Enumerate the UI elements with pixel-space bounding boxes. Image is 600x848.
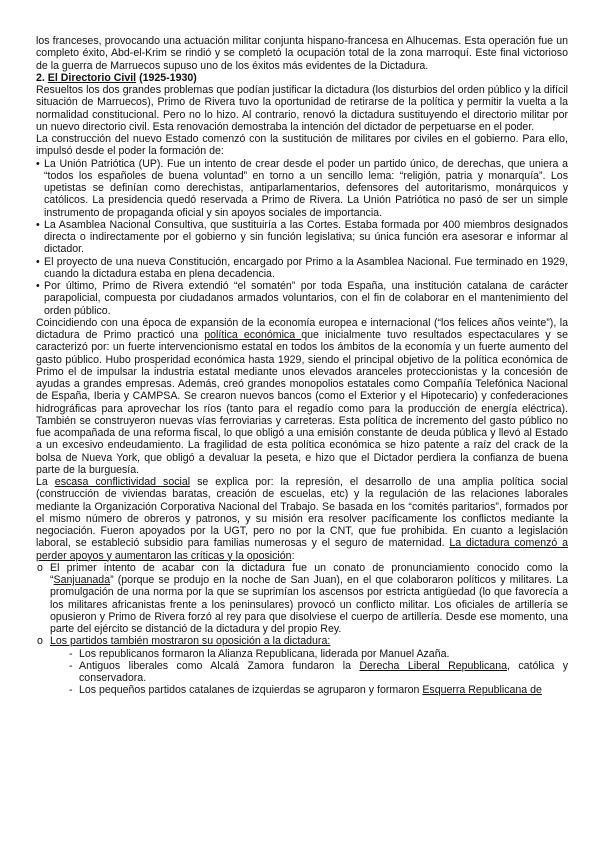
social-text-body: se explica por: la represión, el desarrollo de una amplia política social (construcción de viviendas baratas, creación de escuelas, etc) y la regulación de las relaciones laborales mediante la Organización Corporativa Nacional del Trabajo. Se basada en los “comités paritarios”, formados por el mismo número de obreros y patronos, y su misión era resolver pacíficamente los conflictos mediante la negociación. Fueron apoyados por la UGT, pero no por la CNT, que fue prohibida. En cuanto a legislación laboral, se estableció subsidio para familias numerosas y el seguro de maternidad.	[36, 476, 569, 550]
sanjuanada-link: Sanjuanada	[53, 574, 111, 586]
section-title: El Directorio Civil	[47, 71, 137, 84]
paragraph-economia	[36, 317, 568, 476]
opposition-list	[36, 562, 568, 697]
esquerra-link: Esquerra Republicana de	[422, 684, 542, 697]
oposicion-link: La dictadura comenzó a perder apoyos y aumentaron las críticas y la oposición	[36, 537, 568, 562]
dash-item-liberales	[68, 660, 568, 685]
economia-text-start: Coincidiendo con una época de expansión de la economía europea e internacional (“los felices años veinte”), la dictadura de Primo practicó una	[36, 316, 568, 341]
conflictividad-social-link: escasa conflictividad social	[54, 476, 191, 488]
paragraph-social	[36, 476, 568, 562]
section-heading	[36, 72, 568, 84]
social-text-start: La	[36, 476, 55, 488]
sanjuanada-text-end: ” (porque se produjo en la noche de San Juan), en el que colaboraron políticos y militares. La promulgación de una norma por la que se suprimían los ascensos por estricta antigüedad (lo que favorecía a los militares africanistas frente a los peninsulares) provocó un conflicto militar. Los oficiales de artillería se opusieron y Primo de Rivera forzó al rey para que disolviese el cuerpo de artillería. Desde ese momento, una parte del ejército se distanció de la dictadura y del propio Rey.	[50, 574, 568, 635]
social-text-end: :	[291, 549, 295, 562]
catalanes-text-start: Los pequeños partidos catalanes de izquierdas se agruparon y formaron	[79, 684, 423, 697]
derecha-liberal-link: Derecha Liberal Republicana	[359, 659, 507, 672]
liberales-text-start: Antiguos liberales como Alcalá Zamora fundaron la	[79, 659, 360, 672]
paragraph-directorio: Resueltos los dos grandes problemas que podían justificar la dictadura (los disturbios del orden público y la difícil situación de Marruecos), Primo de Rivera tuvo la oportunidad de retirarse de la política y permitir la vuelta a la normalidad constitucional. Pero no lo hizo. Al contrario, renovó la dictadura sustituyendo el directorio militar por un nuevo directorio civil. Esta renovación demostraba la intención del dictador de perpetuarse en el poder.	[36, 84, 568, 133]
bullet-list	[36, 158, 568, 317]
opposition-item-sanjuanada	[36, 562, 568, 636]
section-number: 2.	[36, 71, 45, 84]
politica-economica-link: política económica	[204, 329, 302, 341]
section-dates: (1925-1930)	[139, 71, 197, 84]
intro-paragraph: los franceses, provocando una actuación militar conjunta hispano-francesa en Alhucemas. Esta operación fue un completo éxito, Abd-el-Krim se rindió y se completó la ocupación total de la zona marroquí. Este final victorioso de la guerra de Marruecos supuso uno de los éxitos más evidentes de la Dictadura.	[36, 35, 568, 72]
liberales-text-end: , católica y conservadora.	[79, 659, 568, 684]
paragraph-nuevo-estado: La construcción del nuevo Estado comenzó con la sustitución de militares por civiles en el gobierno. Para ello, impulsó desde el poder la formación de:	[36, 133, 568, 158]
partidos-list	[50, 648, 568, 697]
economia-text-end: que inicialmente tuvo resultados espectaculares y se caracterizó por: un fuerte intervencionismo estatal en todos los ámbitos de la economía y un fuerte aumento del gasto público. Hubo prosperidad económica hasta 1929, siendo el principal objetivo de la política económica de Primo el de impulsar la industria estatal mediante unos elevados aranceles proteccionistas y la concesión de ayudas a grandes empresas. Además, creó grandes monopolios estatales como Compañía Telefónica Nacional de España, Iberia y CAMPSA. Se crearon nuevos bancos (como el Exterior y el Hipotecario) y confederaciones hidrográficas para aprovechar los ríos (tanto para el regadío como para la producción de energía eléctrica). También se construyeron nuevas vías ferroviarias y carreteras. Esta política de incremento del gasto público no fue acompañada de una reforma fiscal, lo que obligó a una emisión constante de deuda pública y llevó al Estado a un excesivo endeudamiento. La fragilidad de esta política económica se hizo patente a raíz del crack de la bolsa de Nueva York, que obligó a devaluar la peseta, e hizo que el Dictador perdiera la confianza de buena parte de la burguesía.	[36, 329, 568, 476]
bullet-item-constitucion: • El proyecto de una nueva Constitución, encargado por Primo a la Asamblea Nacional. Fue terminado en 1929, cuando la dictadura estaba en plena decadencia.	[36, 256, 568, 281]
partidos-heading: Los partidos también mostraron su oposición a la dictadura:	[50, 635, 331, 648]
bullet-item-asamblea: • La Asamblea Nacional Consultiva, que sustituiría a las Cortes. Estaba formada por 400 miembros designados directa o indirectamente por el gobierno y sin función legislativa; su única función era asesorar e informar al dictador.	[36, 219, 568, 256]
sanjuanada-text-start: El primer intento de acabar con la dictadura fue un conato de pronunciamiento conocido como la “	[50, 561, 568, 586]
bullet-item-somaten: • Por último, Primo de Rivera extendió “el somatén” por toda España, una institución catalana de carácter parapolicial, compuesta por ciudadanos armados voluntarios, con el fin de colaborar en el mantenimiento del orden público.	[36, 280, 568, 317]
dash-item-republicanos: - Los republicanos formaron la Alianza Republicana, liderada por Manuel Azaña.	[68, 648, 568, 660]
dash-item-catalanes	[68, 684, 568, 696]
bullet-item-union-patriotica: • La Unión Patriótica (UP). Fue un intento de crear desde el poder un partido único, de derechas, que uniera a “todos los españoles de buena voluntad” en torno a un sencillo lema: “religión, patria y monarquía”. Los upetistas se definían como derechistas, antiparlamentarios, defensores del autoritarismo, monárquicos y católicos. La presidencia quedó reservada a Primo de Rivera. La Unión Patriótica no pasó de ser un simple instrumento de propaganda oficial y sin apoyos sociales de importancia.	[36, 158, 568, 219]
document-page	[36, 35, 568, 697]
opposition-item-partidos	[36, 635, 568, 696]
